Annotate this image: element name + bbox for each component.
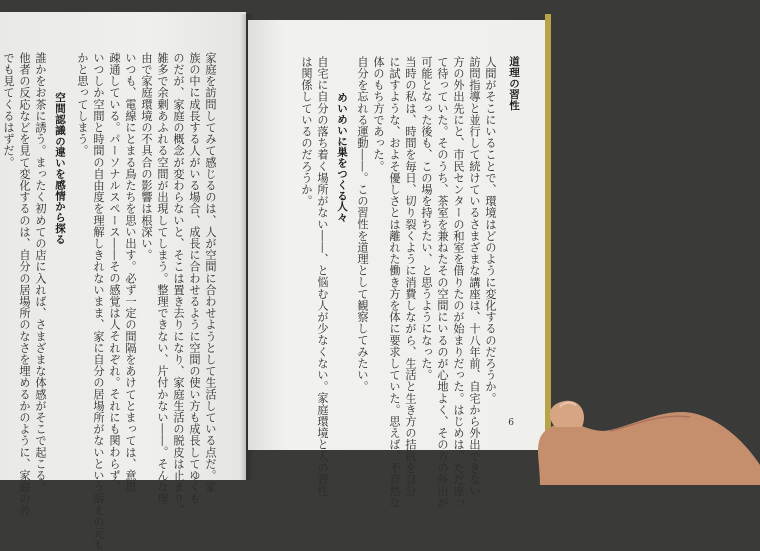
right-col-6: 当時の私は、時間を毎日、切り裂くように消費しながら、生活と生き方の拮抗を自分 (404, 56, 417, 497)
left-col-3: のだが、家庭の概念が変わらないと、そこは置き去りになり、家庭生活の脱皮は止まり、 (172, 52, 185, 516)
left-col-9: かと思ってしまう。 (76, 52, 89, 157)
left-col-2: 族の中に成長する人がいる場合、成長に合わせるように空間の使い方も成長してゆくも (188, 52, 201, 505)
right-col-3: 方の外出先にと、市民センターの和室を借りたのが始まりだった。はじめは、ただ座っ (452, 56, 465, 509)
right-col-7: に試すような、およそ優しさとは離れた働き方を体に要求していた。思えば、不自然な (388, 56, 401, 509)
left-col-14: 他者の反応などを見て変化するのは、自分の居場所のなさを埋めるかのように、家庭の外 (18, 52, 31, 516)
left-col-1: 家庭を訪問してみて感じるのは、人が空間に合わせようとして生活している点だ。家 (204, 52, 217, 493)
right-col-1: 人間がそこにいることで、環境はどのように変化するのだろうか。 (484, 56, 497, 404)
right-col-4: て待っていた。そのうち、茶室を兼ねたその空間にいるのが心地よく、その方の外出が (436, 56, 449, 509)
left-col-6: いつも、電線にとまる鳥たちを思い出す。必ず一定の間隔をあけてとまっては、意思 (124, 52, 137, 493)
right-col-10: 自宅に自分の落ち着く場所がない――、と悩む人が少なくない。家庭環境と人の習性 (316, 56, 329, 497)
right-heading: 道理の習性 (508, 56, 520, 111)
left-page (0, 12, 246, 551)
left-col-13: 誰かをお茶に誘う。まったく初めての店に入れば、さまざまな体感がそこで起こる。 (34, 52, 47, 493)
left-col-8: いつしか空間と時間の自由度を理解しきれないまま、家に自分の居場所がないという訴えの元も (92, 52, 105, 551)
left-section-heading: 空間認識の違いを感情から探る (54, 92, 66, 245)
left-col-7: 疎通している。パーソナルスペース――その感覚は人それぞれ。それにも関わらず、 (108, 52, 121, 493)
left-col-4: 雑多で余剰あふれる空間が出現してしまう。整理できない、片付かない――。そんな理 (156, 52, 169, 505)
right-col-2: 訪問指導と並行して続けているさまざまな講座は、十八年前、自宅から外出できない (468, 56, 481, 497)
page-edge (545, 14, 551, 438)
right-col-11: は関係しているのだろうか。 (300, 56, 313, 207)
right-subheading: めいめいに巣をつくる人々 (336, 92, 348, 223)
right-col-8: 体のもち方であった。 (372, 56, 385, 172)
left-col-15: でも見てくるはずだ。 (2, 52, 15, 168)
left-col-5: 由で家庭環境の不具合の影響は根深い。 (140, 52, 153, 261)
right-page (248, 20, 548, 509)
right-col-9: 自分を忘れる運動――。この習性を道理として観察してみたい。 (356, 56, 369, 393)
page-number: 6 (508, 418, 514, 428)
right-col-5: 可能となった後も、この場を持ちたい、と思うようになった。 (420, 56, 433, 381)
hand-holding-page (500, 395, 760, 485)
